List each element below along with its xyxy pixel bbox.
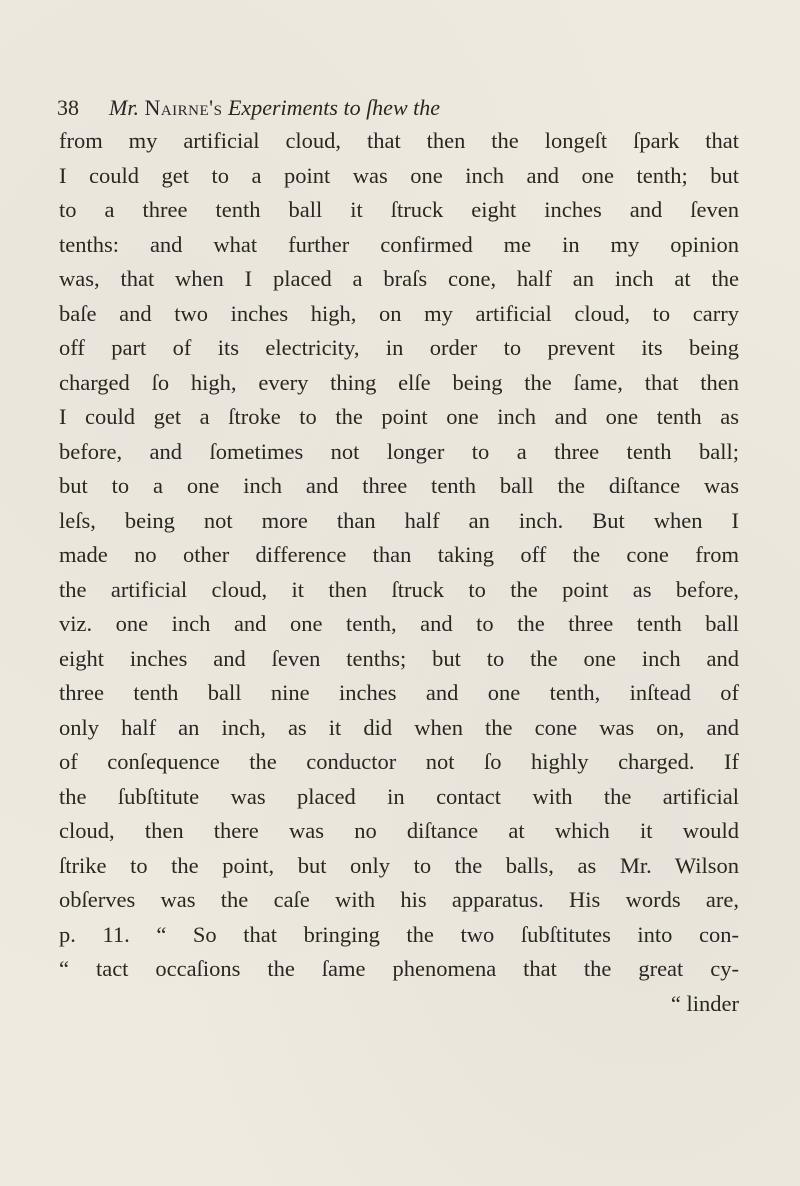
text-line: three tenth ball nine inches and one tenth, inſtead of <box>59 680 739 705</box>
text-line: before, and ſometimes not longer to a three tenth ball; <box>59 438 739 464</box>
body-text <box>59 124 739 1021</box>
text-line: p. 11. “ So that bringing the two ſubſtitutes into con- <box>59 921 739 947</box>
text-line: ſtrike to the point, but only to the balls, as Mr. Wilson <box>59 852 739 878</box>
text-line: I could get a ſtroke to the point one inch and one tenth as <box>59 404 739 429</box>
running-head-title: Experiments to ſhew the <box>222 95 440 120</box>
text-line: the ſubſtitute was placed in contact with the artificial <box>59 783 739 809</box>
text-line: of conſequence the conductor not ſo highly charged. If <box>59 749 739 774</box>
text-line: off part of its electricity, in order to prevent its being <box>59 335 739 360</box>
text-line: to a three tenth ball it ſtruck eight inches and ſeven <box>59 197 739 222</box>
text-line: made no other difference than taking off the cone from <box>59 542 739 567</box>
text-line: charged ſo high, every thing elſe being the ſame, that then <box>59 369 739 395</box>
text-line: eight inches and ſeven tenths; but to the one inch and <box>59 645 739 671</box>
text-line: obſerves was the caſe with his apparatus. His words are, <box>59 887 739 912</box>
text-line: leſs, being not more than half an inch. But when I <box>59 507 739 533</box>
text-line: tenths: and what further confirmed me in my opinion <box>59 231 739 257</box>
text-line: I could get to a point was one inch and one tenth; but <box>59 162 739 188</box>
running-head <box>57 94 757 122</box>
text-line: “ tact occaſions the ſame phenomena that the great cy- <box>59 956 739 981</box>
text-line: baſe and two inches high, on my artificial cloud, to carry <box>59 300 739 326</box>
text-line: the artificial cloud, it then ſtruck to the point as before, <box>59 576 739 602</box>
running-head-author-name: Nairne's <box>144 95 223 120</box>
text-line: was, that when I placed a braſs cone, half an inch at the <box>59 266 739 291</box>
running-head-author-prefix: Mr. <box>109 95 145 120</box>
text-line: viz. one inch and one tenth, and to the three tenth ball <box>59 611 739 636</box>
text-line: from my artificial cloud, that then the longeſt ſpark that <box>59 128 739 153</box>
text-line: only half an inch, as it did when the cone was on, and <box>59 714 739 740</box>
text-line: cloud, then there was no diſtance at which it would <box>59 818 739 843</box>
text-line: but to a one inch and three tenth ball the diſtance was <box>59 473 739 498</box>
page-number: 38 <box>57 95 79 120</box>
catchword: “ linder <box>670 990 739 1016</box>
